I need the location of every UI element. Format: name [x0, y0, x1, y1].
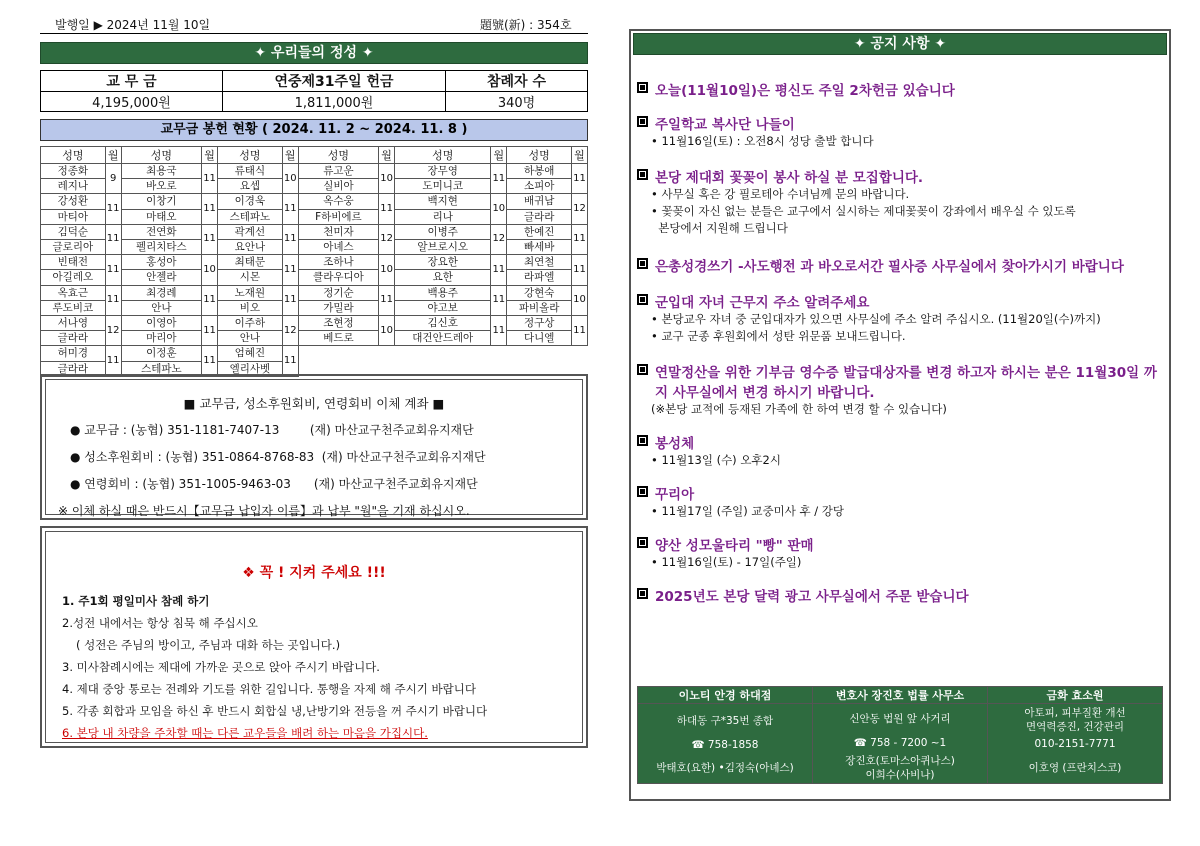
rule-item: 3. 미사참례시에는 제대에 가까운 곳으로 앉아 주시기 바랍니다.	[62, 660, 380, 674]
member-baptismal-name: 안나	[218, 331, 283, 346]
member-name: 이정훈	[121, 346, 201, 361]
member-month: 11	[105, 194, 121, 224]
member-month: 11	[491, 285, 507, 315]
square-bullet-icon	[637, 258, 648, 269]
offering-names-table	[40, 146, 588, 377]
issue-date: 발행일 ▶ 2024년 11월 10일	[55, 18, 211, 32]
notice-title	[637, 113, 1161, 133]
member-month: 11	[105, 346, 121, 376]
member-name: 최태문	[218, 255, 283, 270]
square-bullet-icon	[637, 588, 648, 599]
member-name: 서나영	[41, 316, 106, 331]
notice-detail: • 교구 군종 후원회에서 성탄 위문품 보내드립니다.	[651, 329, 906, 343]
offering-summary-table	[40, 70, 588, 112]
member-name: 전연화	[121, 224, 201, 239]
member-month: 12	[379, 224, 395, 254]
ad-line: 신안동 법원 앞 사거리	[849, 712, 951, 725]
notice-title	[637, 361, 1161, 401]
member-baptismal-name: 스테파노	[218, 209, 283, 224]
member-month: 11	[202, 164, 218, 194]
notice-title	[637, 166, 1161, 186]
member-month: 11	[491, 255, 507, 285]
member-name: 정종화	[41, 164, 106, 179]
member-name: 옥수웅	[298, 194, 378, 209]
member-name: 조하나	[298, 255, 378, 270]
member-name: 이경욱	[218, 194, 283, 209]
member-name: 최용국	[121, 164, 201, 179]
member-baptismal-name: F하비에르	[298, 209, 378, 224]
notice-detail: • 11월16일(토) - 17일(주일)	[651, 555, 802, 569]
notice-item	[637, 483, 1161, 520]
col-header: 성명	[121, 147, 201, 164]
notice-item	[637, 255, 1161, 275]
member-month: 10	[282, 164, 298, 194]
member-month: 10	[202, 255, 218, 285]
square-bullet-icon	[637, 537, 648, 548]
member-name: 이영아	[121, 316, 201, 331]
member-month: 12	[105, 316, 121, 346]
member-baptismal-name: 리나	[395, 209, 491, 224]
square-bullet-icon	[637, 364, 648, 375]
rule-item: 2.성전 내에서는 항상 침묵 해 주십시오	[62, 616, 258, 630]
account-box	[40, 374, 588, 520]
member-baptismal-name: 대건안드레아	[395, 331, 491, 346]
member-month: 12	[572, 194, 588, 224]
member-baptismal-name: 바오로	[121, 179, 201, 194]
member-baptismal-name: 가밀라	[298, 300, 378, 315]
ad-line: ☎ 758-1858	[691, 738, 759, 751]
notice-title-text: 꾸리아	[655, 487, 695, 503]
member-name: 최경례	[121, 285, 201, 300]
account-line: ● 성소후원회비 : (농협) 351-0864-8768-83 (재) 마산교구천주교회유지재단	[70, 450, 486, 464]
notice-item	[637, 113, 1161, 150]
notice-detail: • 11월17일 (주일) 교중미사 후 / 강당	[651, 504, 845, 518]
notice-item	[637, 79, 1161, 99]
notice-item	[637, 291, 1161, 345]
col-header: 월	[202, 147, 218, 164]
member-month: 11	[202, 316, 218, 346]
notice-detail: 본당에서 지원해 드립니다	[651, 221, 788, 235]
ad-header: 변호사 장진호 법률 사무소	[813, 687, 988, 704]
member-name: 빈태전	[41, 255, 106, 270]
member-month: 12	[491, 224, 507, 254]
member-month: 11	[105, 224, 121, 254]
section-title-offering: ✦ 우리들의 정성 ✦	[40, 42, 588, 64]
summary-header: 참례자 수	[446, 71, 588, 92]
notice-title	[637, 79, 1161, 99]
member-baptismal-name: 요셉	[218, 179, 283, 194]
notice-title-text: 양산 성모울타리 "빵" 판매	[655, 538, 814, 554]
member-name: 김덕순	[41, 224, 106, 239]
member-name: 장요한	[395, 255, 491, 270]
member-month: 9	[105, 164, 121, 194]
member-name: 백지현	[395, 194, 491, 209]
member-baptismal-name: 요안나	[218, 240, 283, 255]
notice-item	[637, 534, 1161, 571]
notice-detail: (※본당 교적에 등재된 가족에 한 하여 변경 할 수 있습니다)	[651, 402, 947, 416]
member-baptismal-name: 소피아	[507, 179, 572, 194]
ads-table	[637, 686, 1163, 784]
ad-line: 면역력증진, 건강관리	[1026, 720, 1124, 733]
ad-line: 010-2151-7771	[1034, 737, 1116, 750]
member-baptismal-name: 아길레오	[41, 270, 106, 285]
member-baptismal-name: 엘리사벳	[218, 361, 283, 376]
notice-title-text: 연말정산을 위한 기부금 영수증 발급대상자를 변경 하고자 하시는 분은 11월30일 까지 사무실에서 변경 하시기 바랍니다.	[655, 365, 1157, 401]
notice-title-text: 오늘(11월10일)은 평신도 주일 2차헌금 있습니다	[655, 83, 955, 99]
member-baptismal-name: 파비올라	[507, 300, 572, 315]
member-baptismal-name: 요한	[395, 270, 491, 285]
member-baptismal-name: 글라라	[507, 209, 572, 224]
member-name: 옥효근	[41, 285, 106, 300]
notice-item	[637, 432, 1161, 469]
member-month: 11	[282, 224, 298, 254]
member-month: 11	[202, 224, 218, 254]
summary-value: 4,195,000원	[41, 92, 223, 112]
member-baptismal-name: 마리아	[121, 331, 201, 346]
member-baptismal-name: 비오	[218, 300, 283, 315]
member-name: 이창기	[121, 194, 201, 209]
notice-item	[637, 361, 1161, 418]
notice-title	[637, 534, 1161, 554]
square-bullet-icon	[637, 82, 648, 93]
member-name: 최연철	[507, 255, 572, 270]
member-baptismal-name: 알브로시오	[395, 240, 491, 255]
rule-item: 5. 각종 회합과 모임을 하신 후 반드시 회합실 냉,난방기와 전등을 꺼 주시기 바랍니다	[62, 704, 488, 718]
member-month: 10	[379, 316, 395, 346]
summary-value: 340명	[446, 92, 588, 112]
notice-detail: • 사무실 혹은 강 필로테아 수녀님께 문의 바랍니다.	[651, 187, 910, 201]
rules-box	[40, 526, 588, 748]
col-header: 성명	[395, 147, 491, 164]
member-baptismal-name: 글로리아	[41, 240, 106, 255]
member-baptismal-name: 안젤라	[121, 270, 201, 285]
member-baptismal-name: 루도비코	[41, 300, 106, 315]
member-baptismal-name: 펠리치타스	[121, 240, 201, 255]
member-month: 11	[282, 285, 298, 315]
member-month: 11	[491, 164, 507, 194]
rule-item: 4. 제대 중앙 통로는 전례와 기도를 위한 길입니다. 통행을 자제 해 주시기 바랍니다	[62, 682, 476, 696]
member-month: 11	[379, 194, 395, 224]
member-name: 엄혜진	[218, 346, 283, 361]
member-month: 11	[282, 255, 298, 285]
member-name: 이병주	[395, 224, 491, 239]
member-name: 김신호	[395, 316, 491, 331]
member-baptismal-name: 안나	[121, 300, 201, 315]
square-bullet-icon	[637, 169, 648, 180]
member-baptismal-name: 클라우디아	[298, 270, 378, 285]
member-name: 이주하	[218, 316, 283, 331]
notice-detail: • 꽃꽂이 자신 없는 분들은 교구에서 실시하는 제대꽃꽂이 강좌에서 배우실 수 있도록	[651, 204, 1076, 218]
member-name: 곽계선	[218, 224, 283, 239]
member-month: 11	[282, 346, 298, 376]
member-name: 정기순	[298, 285, 378, 300]
notice-detail: • 11월13일 (수) 오후2시	[651, 453, 781, 467]
member-month: 11	[202, 346, 218, 376]
col-header: 월	[491, 147, 507, 164]
issue-number: 題號(新) : 354호	[480, 18, 572, 32]
member-month: 11	[572, 255, 588, 285]
member-baptismal-name: 빠세바	[507, 240, 572, 255]
notice-detail: • 본당교우 자녀 중 군입대자가 있으면 사무실에 주소 알려 주십시오. (11월20일(수)까지)	[651, 312, 1101, 326]
ad-line: ☎ 758 - 7200 ~1	[853, 736, 947, 749]
ad-enzyme	[988, 704, 1163, 784]
col-header: 월	[105, 147, 121, 164]
rule-item: 1. 주1회 평일미사 참례 하기	[62, 594, 210, 608]
member-name: 강성환	[41, 194, 106, 209]
member-baptismal-name: 아녜스	[298, 240, 378, 255]
member-baptismal-name: 글라라	[41, 331, 106, 346]
member-month: 11	[282, 194, 298, 224]
member-name: 천미자	[298, 224, 378, 239]
member-baptismal-name: 야고보	[395, 300, 491, 315]
member-baptismal-name: 시몬	[218, 270, 283, 285]
rules-title: ❖ 꼭 ! 지켜 주세요 !!!	[242, 565, 386, 581]
member-month: 11	[202, 194, 218, 224]
member-month: 10	[491, 194, 507, 224]
notice-title-text: 봉성체	[655, 436, 695, 452]
member-month: 11	[572, 224, 588, 254]
rule-item-parking: 6. 본당 내 차량을 주차할 때는 다른 교우들을 배려 하는 마음을 가집시다.	[62, 726, 428, 740]
member-baptismal-name: 베드로	[298, 331, 378, 346]
member-baptismal-name: 다니엘	[507, 331, 572, 346]
member-name: 조현정	[298, 316, 378, 331]
notice-detail: • 11월16일(토) : 오전8시 성당 출발 합니다	[651, 134, 874, 148]
col-header: 월	[379, 147, 395, 164]
member-name: 백용주	[395, 285, 491, 300]
member-month: 11	[572, 316, 588, 346]
section-title-notice: ✦ 공지 사항 ✦	[633, 33, 1167, 55]
member-month: 10	[379, 255, 395, 285]
ad-header: 이노티 안경 하대점	[638, 687, 813, 704]
summary-header: 연중제31주일 헌금	[223, 71, 446, 92]
square-bullet-icon	[637, 435, 648, 446]
member-name: 류고운	[298, 164, 378, 179]
ad-line: 박태호(요한) •김정숙(아녜스)	[656, 761, 794, 774]
col-header: 월	[572, 147, 588, 164]
account-line: ● 교무금 : (농협) 351-1181-7407-13 (재) 마산교구천주교회유지재단	[70, 423, 474, 437]
member-month: 11	[572, 164, 588, 194]
member-baptismal-name: 도미니코	[395, 179, 491, 194]
square-bullet-icon	[637, 116, 648, 127]
col-header: 성명	[298, 147, 378, 164]
square-bullet-icon	[637, 486, 648, 497]
notice-title-text: 은총성경쓰기 -사도행전 과 바오로서간 필사증 사무실에서 찾아가시기 바랍니다	[655, 259, 1124, 275]
member-name: 한예진	[507, 224, 572, 239]
col-header: 성명	[507, 147, 572, 164]
summary-header: 교 무 금	[41, 71, 223, 92]
ad-line: 이희수(사비나)	[865, 768, 935, 781]
square-bullet-icon	[637, 294, 648, 305]
member-month: 10	[379, 164, 395, 194]
ad-optician	[638, 704, 813, 784]
summary-value: 1,811,000원	[223, 92, 446, 112]
notice-title-text: 2025년도 본당 달력 광고 사무실에서 주문 받습니다	[655, 589, 969, 605]
notice-title	[637, 255, 1161, 275]
notice-title-text: 주일학교 복사단 나들이	[655, 117, 795, 133]
member-month: 11	[105, 285, 121, 315]
account-note: ※ 이체 하실 때은 반드시【교무금 납입자 이름】과 납부 "월"을 기재 하십시오.	[58, 504, 470, 518]
member-name: 하봉애	[507, 164, 572, 179]
member-baptismal-name: 스테파노	[121, 361, 201, 376]
member-month: 12	[282, 316, 298, 346]
notice-item	[637, 585, 1161, 605]
ad-line: 하대동 구*35번 종합	[676, 714, 774, 727]
notice-title	[637, 483, 1161, 503]
member-name: 허미경	[41, 346, 106, 361]
member-month: 11	[491, 316, 507, 346]
notice-list	[631, 57, 1169, 605]
member-name: 배귀남	[507, 194, 572, 209]
ad-line: 이호영 (프란치스코)	[1028, 761, 1122, 774]
ad-header: 금화 효소원	[988, 687, 1163, 704]
ad-line: 아토피, 피부질환 개선	[1024, 706, 1126, 719]
member-name: 류태식	[218, 164, 283, 179]
member-month: 11	[379, 285, 395, 315]
member-name: 노재원	[218, 285, 283, 300]
member-baptismal-name: 실비아	[298, 179, 378, 194]
notice-title-text: 군입대 자녀 근무지 주소 알려주세요	[655, 295, 870, 311]
offering-period-title: 교무금 봉헌 현황 ( 2024. 11. 2 ~ 2024. 11. 8 )	[40, 119, 588, 141]
rule-item: ( 성전은 주님의 방이고, 주님과 대화 하는 곳입니다.)	[76, 638, 341, 652]
member-name: 홍성아	[121, 255, 201, 270]
account-line: ● 연령회비 : (농협) 351-1005-9463-03 (재) 마산교구천주교회유지재단	[70, 477, 478, 491]
member-name: 정구상	[507, 316, 572, 331]
notice-panel	[629, 29, 1171, 801]
notice-item	[637, 166, 1161, 237]
notice-title-text: 본당 제대회 꽃꽂이 봉사 하실 분 모집합니다.	[655, 170, 924, 186]
header-rule	[40, 33, 588, 34]
member-baptismal-name: 라파엘	[507, 270, 572, 285]
notice-title	[637, 291, 1161, 311]
col-header: 성명	[41, 147, 106, 164]
col-header: 월	[282, 147, 298, 164]
member-name: 강현숙	[507, 285, 572, 300]
member-baptismal-name: 마태오	[121, 209, 201, 224]
account-title: ■ 교무금, 성소후원회비, 연령회비 이체 계좌 ■	[183, 396, 445, 411]
member-baptismal-name: 레지나	[41, 179, 106, 194]
member-baptismal-name: 글라라	[41, 361, 106, 376]
col-header: 성명	[218, 147, 283, 164]
notice-title	[637, 585, 1161, 605]
member-month: 11	[202, 285, 218, 315]
member-month: 10	[572, 285, 588, 315]
member-baptismal-name: 마티아	[41, 209, 106, 224]
notice-title	[637, 432, 1161, 452]
member-month: 11	[105, 255, 121, 285]
member-name: 장무영	[395, 164, 491, 179]
ad-line: 장진호(토마스아퀴나스)	[845, 754, 955, 767]
ad-lawyer	[813, 704, 988, 784]
